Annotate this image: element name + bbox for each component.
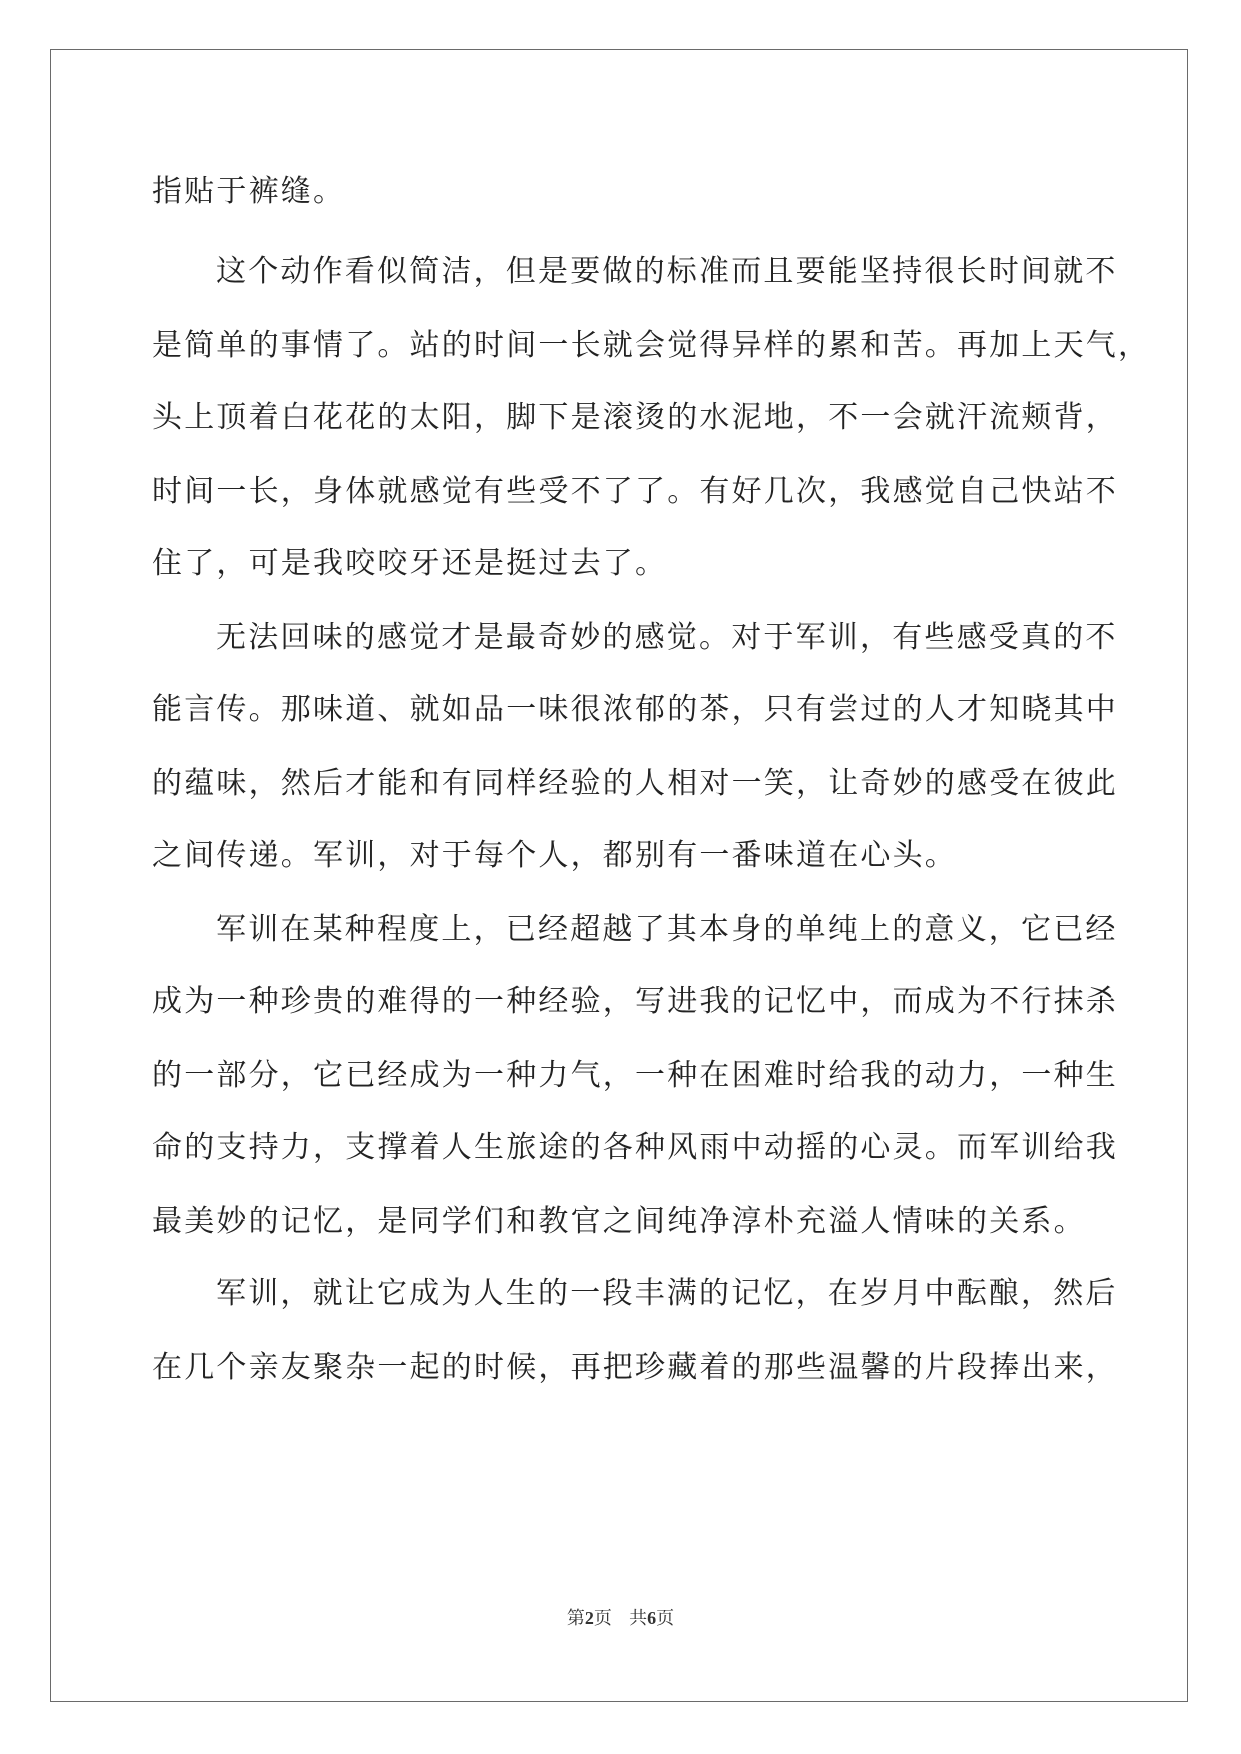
text-line: 在几个亲友聚杂一起的时候，再把珍藏着的那些温馨的片段捧出来， xyxy=(152,1350,1118,1385)
text-line: 指贴于裤缝。 xyxy=(152,174,346,209)
footer-total-prefix: 共 xyxy=(629,1608,648,1629)
current-page-number: 2 xyxy=(584,1608,594,1628)
text-line: 能言传。那味道、就如品一味很浓郁的茶，只有尝过的人才知晓其中 xyxy=(152,692,1118,727)
text-line: 命的支持力，支撑着人生旅途的各种风雨中动摇的心灵。而军训给我 xyxy=(152,1130,1118,1165)
paragraph-start: 无法回味的感觉才是最奇妙的感觉。对于军训，有些感受真的不 xyxy=(216,620,1118,655)
footer-prefix: 第 xyxy=(566,1608,585,1629)
paragraph-start: 军训，就让它成为人生的一段丰满的记忆，在岁月中酝酿，然后 xyxy=(216,1276,1118,1311)
footer-page-suffix: 页 xyxy=(593,1608,612,1629)
text-line: 成为一种珍贵的难得的一种经验，写进我的记忆中，而成为不行抹杀 xyxy=(152,984,1118,1019)
text-line: 的一部分，它已经成为一种力气，一种在困难时给我的动力，一种生 xyxy=(152,1058,1118,1093)
footer-total-suffix: 页 xyxy=(656,1608,675,1629)
text-line: 的蕴味，然后才能和有同样经验的人相对一笑，让奇妙的感受在彼此 xyxy=(152,766,1118,801)
paragraph-start: 这个动作看似简洁，但是要做的标准而且要能坚持很长时间就不 xyxy=(216,254,1118,289)
text-line: 头上顶着白花花的太阳，脚下是滚烫的水泥地，不一会就汗流颊背， xyxy=(152,400,1118,435)
text-line: 最美妙的记忆，是同学们和教官之间纯净淳朴充溢人情味的关系。 xyxy=(152,1204,1086,1239)
paragraph-start: 军训在某种程度上，已经超越了其本身的单纯上的意义，它已经 xyxy=(216,912,1118,947)
text-line: 住了，可是我咬咬牙还是挺过去了。 xyxy=(152,546,668,581)
text-line: 时间一长，身体就感觉有些受不了了。有好几次，我感觉自己快站不 xyxy=(152,474,1118,509)
page-number-footer xyxy=(0,1604,1241,1630)
total-page-count: 6 xyxy=(647,1608,657,1628)
text-line: 之间传递。军训，对于每个人，都别有一番味道在心头。 xyxy=(152,838,957,873)
text-line: 是简单的事情了。站的时间一长就会觉得异样的累和苦。再加上天气， xyxy=(152,328,1151,363)
